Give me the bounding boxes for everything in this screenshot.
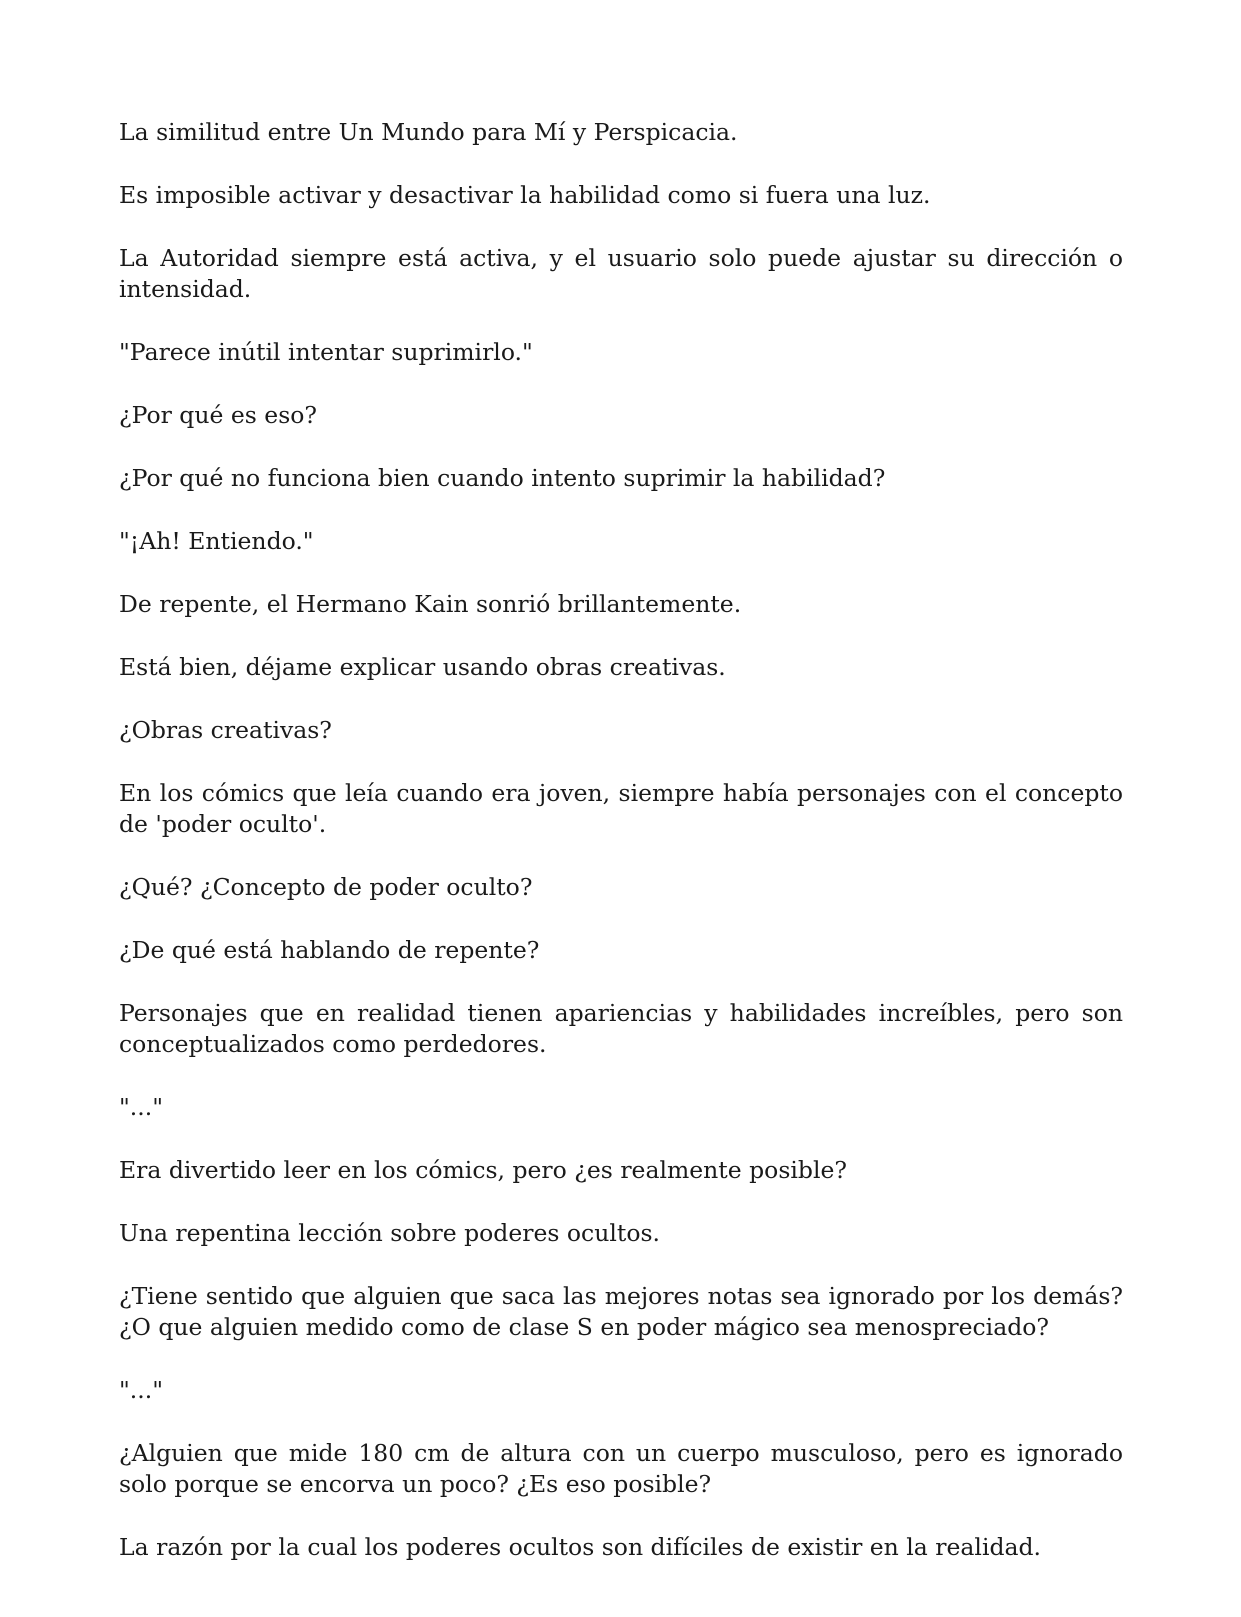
paragraph: ¿Qué? ¿Concepto de poder oculto?	[119, 873, 533, 901]
paragraph: ¿Por qué es eso?	[119, 401, 318, 429]
paragraph: Una repentina lección sobre poderes ocultos.	[119, 1219, 660, 1247]
paragraph: La Autoridad siempre está activa, y el usuario solo puede ajustar su dirección o intensidad.	[119, 244, 1123, 303]
paragraph: ¿De qué está hablando de repente?	[119, 936, 540, 964]
paragraph: Personajes que en realidad tienen apariencias y habilidades increíbles, pero son conceptualizados como perdedores.	[119, 999, 1123, 1058]
paragraph: "..."	[119, 1376, 164, 1404]
paragraph: "Parece inútil intentar suprimirlo."	[119, 338, 533, 366]
document-body	[119, 117, 1123, 1563]
paragraph: ¿Tiene sentido que alguien que saca las mejores notas sea ignorado por los demás? ¿O que alguien medido como de clase S en poder mágico sea menospreciado?	[119, 1282, 1123, 1341]
paragraph: Es imposible activar y desactivar la habilidad como si fuera una luz.	[119, 181, 931, 209]
paragraph: De repente, el Hermano Kain sonrió brillantemente.	[119, 590, 742, 618]
paragraph: En los cómics que leía cuando era joven, siempre había personajes con el concepto de 'poder oculto'.	[119, 779, 1123, 838]
paragraph: La similitud entre Un Mundo para Mí y Perspicacia.	[119, 118, 738, 146]
paragraph: "..."	[119, 1093, 164, 1121]
paragraph: "¡Ah! Entiendo."	[119, 527, 314, 555]
paragraph: ¿Alguien que mide 180 cm de altura con un cuerpo musculoso, pero es ignorado solo porque se encorva un poco? ¿Es eso posible?	[119, 1439, 1123, 1498]
paragraph: Está bien, déjame explicar usando obras creativas.	[119, 653, 726, 681]
paragraph: La razón por la cual los poderes ocultos son difíciles de existir en la realidad.	[119, 1533, 1042, 1561]
paragraph: ¿Por qué no funciona bien cuando intento suprimir la habilidad?	[119, 464, 886, 492]
paragraph: Era divertido leer en los cómics, pero ¿es realmente posible?	[119, 1156, 847, 1184]
paragraph: ¿Obras creativas?	[119, 716, 332, 744]
